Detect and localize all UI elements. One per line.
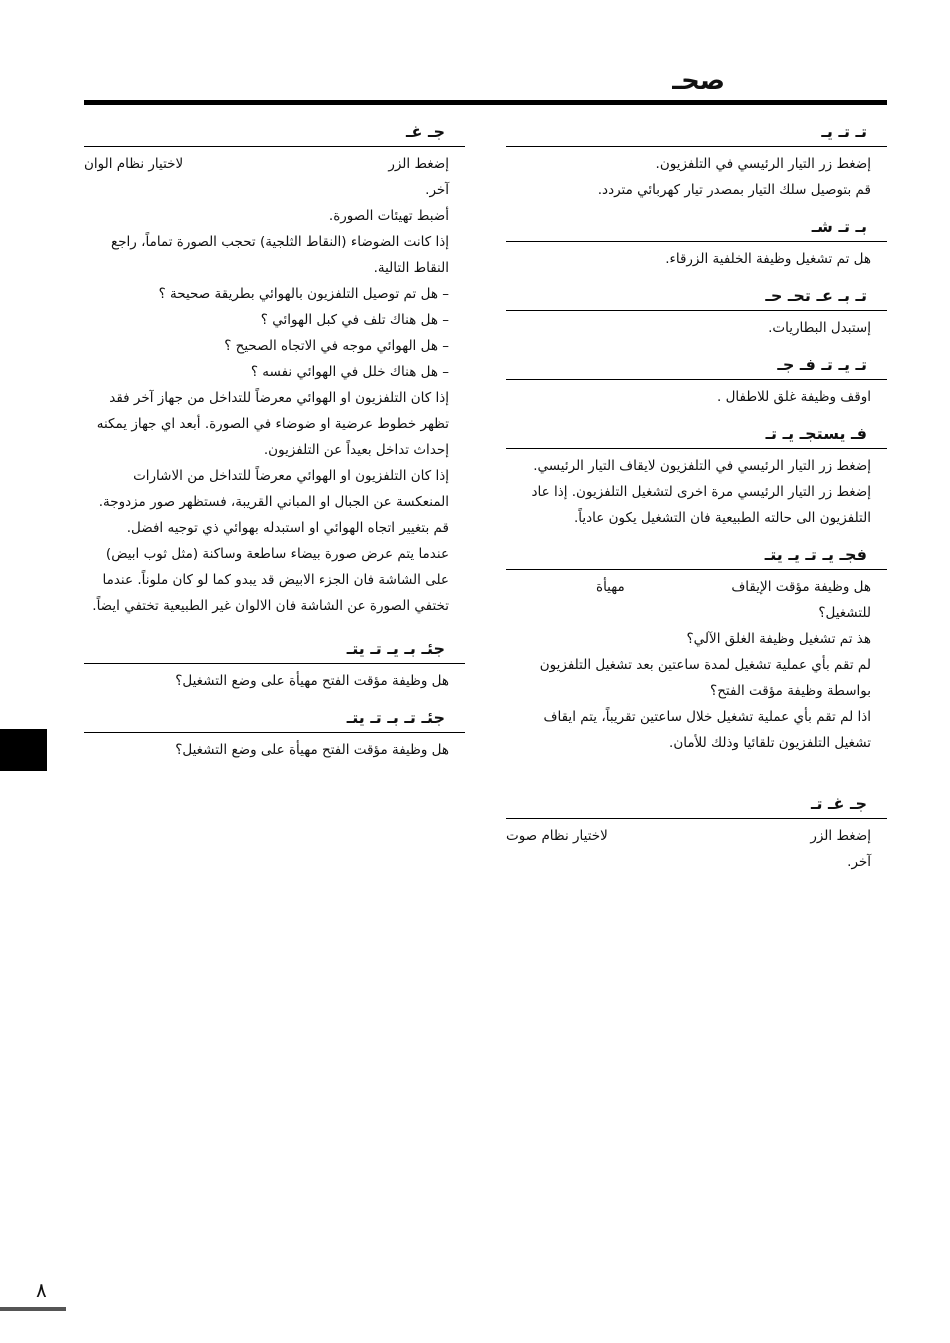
section-sound-system: [506, 790, 887, 875]
section-no-response: [506, 420, 887, 531]
bullet-item: – هل تم توصيل التلفزيون بالهوائي بطريقة صحيحة ؟: [158, 286, 449, 302]
timer-line-left: مهيأة: [596, 579, 625, 595]
bullet-item: – هل الهوائي موجه في الاتجاه الصحيح ؟: [224, 338, 449, 354]
page-title: صحـ: [672, 66, 725, 96]
text-line: للتشغيل؟: [818, 605, 871, 621]
bullet-item: – هل هناك تلف في كبل الهوائي ؟: [260, 312, 449, 328]
text-line: هل وظيفة مؤقت الفتح مهيأة على وضع التشغيل؟: [175, 742, 449, 758]
page-number-rule: [0, 1307, 66, 1311]
section-heading: فـ يستجـ يـ تـ: [506, 420, 887, 449]
text-line: هذ تم تشغيل وظيفة الغلق الآلي؟: [686, 631, 871, 647]
section-power: [506, 118, 887, 203]
section-heading: جـ غـ: [84, 118, 465, 147]
page-number: ٨: [36, 1278, 47, 1302]
text-line: أضبط تهيئات الصورة.: [328, 208, 449, 224]
text-line: اذا لم تقم بأي عملية تشغيل خلال ساعتين تقريباً، يتم ايقاف تشغيل التلفزيون تلقائيا وذلك للأمان.: [543, 709, 871, 751]
text-line: لم تقم بأي عملية تشغيل لمدة ساعتين بعد تشغيل التلفزيون بواسطة وظيفة مؤقت الفتح؟: [539, 657, 871, 699]
text-line: قم بتوصيل سلك التيار بمصدر تيار كهربائي متردد.: [597, 182, 871, 198]
section-remote: [506, 282, 887, 341]
text-paragraph: عندما يتم عرض صورة بيضاء ساطعة وساكنة (مثل ثوب ابيض) على الشاشة فان الجزء الابيض قد يبدو كما لو كان ملوناً. عندما تختفي الصورة عن الشاشة فان الالوان غير الطبيعية تختفي ايضاً.: [92, 546, 449, 614]
text-paragraph: إذا كان التلفزيون او الهوائي معرضاً للتداخل من الاشارات المنعكسة عن الجبال او المباني القريبة، فستظهر صور مزدوجة. قم بتغيير اتجاه الهوائي او استبدله بهوائي ذي توجيه افضل.: [98, 468, 449, 536]
press-line-left: لاختيار نظام صوت: [506, 828, 608, 844]
text-line: آخر.: [425, 182, 449, 198]
section-heading: فجـ يـ تـ يـ يتـ: [506, 541, 887, 570]
side-tab-marker: [0, 729, 47, 771]
bullet-item: – هل هناك خلل في الهوائي نفسه ؟: [250, 364, 449, 380]
press-line-right: إضغط الزر: [388, 156, 449, 172]
timer-line: [506, 574, 871, 600]
section-heading: جئـ تـ بـ تـ يتـ: [84, 704, 465, 733]
section-heading: تـ بـ عـ تحـ حـ: [506, 282, 887, 311]
press-line-left: لاختيار نظام الوان: [84, 156, 184, 172]
text-line: آخر.: [847, 854, 871, 870]
text-line: اوقف وظيفة غلق للاطفال .: [716, 389, 871, 405]
press-line-right: إضغط الزر: [810, 828, 871, 844]
text-line: هل تم تشغيل وظيفة الخلفية الزرقاء.: [665, 251, 871, 267]
left-column: [84, 118, 465, 773]
section-picture: [84, 118, 465, 619]
section-blue-back: [506, 213, 887, 272]
section-heading: جئـ بـ يـ تـ يتـ: [84, 635, 465, 664]
press-line: [506, 823, 871, 849]
text-line: إضغط زر التيار الرئيسي في التلفزيون.: [655, 156, 871, 172]
text-line: إستبدل البطاريات.: [768, 320, 871, 336]
section-heading: تـ تـ يـ: [506, 118, 887, 147]
text-line: إذا كانت الضوضاء (النقاط الثلجية) تحجب الصورة تماماً، راجع النقاط التالية.: [111, 234, 449, 276]
section-auto-off: [506, 541, 887, 756]
section-on-timer-2: [84, 704, 465, 763]
section-child-lock: [506, 351, 887, 410]
section-heading: جـ غـ تـ: [506, 790, 887, 819]
text-paragraph: إذا كان التلفزيون او الهوائي معرضاً للتداخل من جهاز آخر فقد تظهر خطوط عرضية او ضوضاء في الصورة. أبعد اي جهاز يمكنه إحداث تداخل بعيداً عن التلفزيون.: [96, 390, 449, 458]
title-rule: [84, 100, 887, 105]
section-heading: بـ تـ شـ: [506, 213, 887, 242]
section-heading: تـ يـ تـ فـ جـ: [506, 351, 887, 380]
section-on-timer: [84, 635, 465, 694]
press-line: [84, 151, 449, 177]
text-paragraph: إضغط زر التيار الرئيسي في التلفزيون لايقاف التيار الرئيسي. إضغط زر التيار الرئيسي مرة اخرى لتشغيل التلفزيون. إذا عاد التلفزيون الى حالته الطبيعية فان التشغيل يكون عادياً.: [531, 458, 871, 526]
right-column: [506, 118, 887, 885]
timer-line-right: هل وظيفة مؤقت الإيقاف: [731, 579, 871, 595]
text-line: هل وظيفة مؤقت الفتح مهيأة على وضع التشغيل؟: [175, 673, 449, 689]
